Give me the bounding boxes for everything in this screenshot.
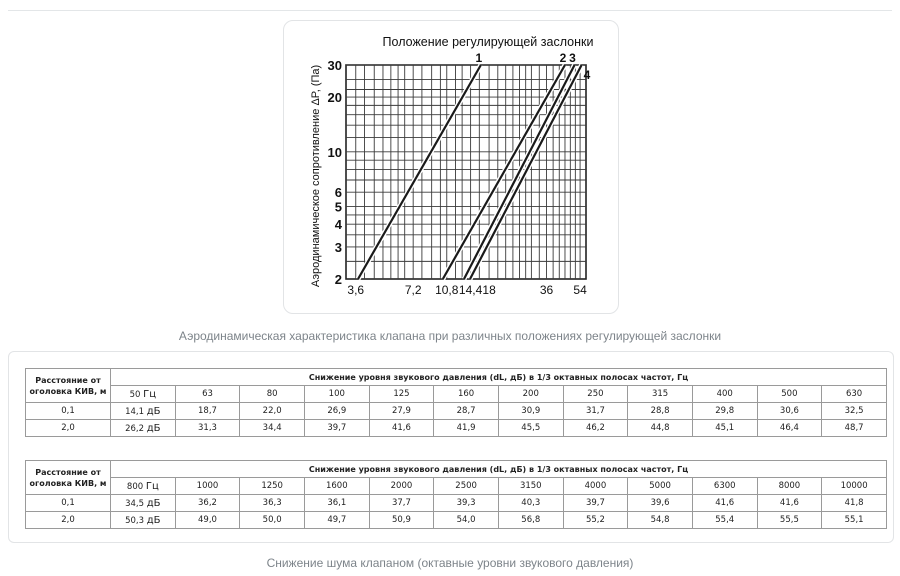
chart-card xyxy=(283,20,619,314)
y-tick-label: 2 xyxy=(334,272,342,287)
tables-caption: Снижение шума клапаном (октавные уровни звукового давления) xyxy=(266,556,634,570)
value-cell: 41,6 xyxy=(369,420,434,437)
chart-caption: Аэродинамическая характеристика клапана при различных положениях регулирующей заслонки xyxy=(178,329,722,343)
value-cell: 50,9 xyxy=(369,512,434,529)
frequency-cell: 10000 xyxy=(822,478,887,495)
value-cell: 45,1 xyxy=(692,420,757,437)
frequency-cell: 315 xyxy=(628,386,693,403)
value-cell: 28,7 xyxy=(434,403,499,420)
value-cell: 49,0 xyxy=(175,512,240,529)
distance-cell: 2,0 xyxy=(26,512,111,529)
value-cell: 54,0 xyxy=(434,512,499,529)
value-cell: 54,8 xyxy=(628,512,693,529)
value-cell: 18,7 xyxy=(175,403,240,420)
value-cell: 28,8 xyxy=(628,403,693,420)
value-cell: 41,9 xyxy=(434,420,499,437)
x-tick-label: 7,2 xyxy=(404,283,422,297)
value-cell: 36,3 xyxy=(240,495,305,512)
frequency-unit: Гц xyxy=(143,388,157,400)
series-label-1: 1 xyxy=(475,51,483,65)
value-cell: 55,2 xyxy=(563,512,628,529)
frequency-cell: 1000 xyxy=(175,478,240,495)
top-divider xyxy=(8,10,892,11)
value-cell: 34,5 дБ xyxy=(111,495,176,512)
frequency-group-header: Снижение уровня звукового давления (dL, дБ) в 1/3 октавных полосах частот, Гц xyxy=(111,369,887,386)
table-row xyxy=(26,495,887,512)
series-label-2: 2 xyxy=(559,51,567,65)
value-cell: 32,5 xyxy=(822,403,887,420)
chart-title: Положение регулирующей заслонки xyxy=(382,35,594,49)
table-header-row xyxy=(26,369,887,386)
damper-chart xyxy=(284,21,618,313)
value-cell: 48,7 xyxy=(822,420,887,437)
distance-column-header: Расстояние от оголовка КИВ, м xyxy=(26,461,111,495)
value-cell: 30,9 xyxy=(498,403,563,420)
frequency-cell: 3150 xyxy=(498,478,563,495)
frequency-cell: 630 xyxy=(822,386,887,403)
y-tick-label: 20 xyxy=(327,90,342,106)
value-cell: 41,6 xyxy=(692,495,757,512)
series-label-3: 3 xyxy=(569,51,576,65)
frequency-cell: 2000 xyxy=(369,478,434,495)
x-tick-label: 36 xyxy=(539,283,554,297)
value-cell: 29,8 xyxy=(692,403,757,420)
noise-tables-card xyxy=(8,351,894,543)
value-cell: 31,3 xyxy=(175,420,240,437)
value-cell: 44,8 xyxy=(628,420,693,437)
frequency-cell: 1250 xyxy=(240,478,305,495)
value-unit: дБ xyxy=(146,497,161,509)
value-cell: 40,3 xyxy=(498,495,563,512)
frequency-cell: 800 Гц xyxy=(111,478,176,495)
frequency-cell: 4000 xyxy=(563,478,628,495)
distance-column-header: Расстояние от оголовка КИВ, м xyxy=(26,369,111,403)
y-tick-label: 3 xyxy=(334,239,342,255)
frequency-group-header: Снижение уровня звукового давления (dL, дБ) в 1/3 октавных полосах частот, Гц xyxy=(111,461,887,478)
value-cell: 46,4 xyxy=(757,420,822,437)
x-tick-label: 3,6 xyxy=(347,283,365,297)
value-cell: 39,3 xyxy=(434,495,499,512)
value-unit: дБ xyxy=(146,514,161,526)
value-cell: 34,4 xyxy=(240,420,305,437)
value-unit: дБ xyxy=(146,422,161,434)
frequency-cell: 160 xyxy=(434,386,499,403)
noise-table-low xyxy=(25,368,887,437)
x-tick-label: 14,4 xyxy=(458,283,483,297)
table-header-row xyxy=(26,461,887,478)
frequency-cell: 250 xyxy=(563,386,628,403)
x-tick-label: 18 xyxy=(482,283,496,297)
y-tick-label: 30 xyxy=(327,58,342,73)
frequency-row xyxy=(26,478,887,495)
value-cell: 46,2 xyxy=(563,420,628,437)
y-axis-label: Аэродинамическое сопротивление ΔP, (Па) xyxy=(310,64,322,288)
frequency-cell: 50 Гц xyxy=(111,386,176,403)
frequency-cell: 200 xyxy=(498,386,563,403)
frequency-cell: 80 xyxy=(240,386,305,403)
frequency-unit: Гц xyxy=(145,480,159,492)
value-cell: 45,5 xyxy=(498,420,563,437)
value-cell: 55,1 xyxy=(822,512,887,529)
value-cell: 22,0 xyxy=(240,403,305,420)
value-cell: 39,6 xyxy=(628,495,693,512)
y-tick-label: 6 xyxy=(334,185,342,201)
x-tick-label: 54 xyxy=(573,283,587,297)
table-row xyxy=(26,403,887,420)
value-cell: 30,6 xyxy=(757,403,822,420)
value-cell: 56,8 xyxy=(498,512,563,529)
value-cell: 37,7 xyxy=(369,495,434,512)
frequency-cell: 100 xyxy=(304,386,369,403)
value-cell: 49,7 xyxy=(304,512,369,529)
value-unit: дБ xyxy=(146,405,161,417)
frequency-cell: 500 xyxy=(757,386,822,403)
frequency-cell: 2500 xyxy=(434,478,499,495)
frequency-cell: 63 xyxy=(175,386,240,403)
value-cell: 39,7 xyxy=(304,420,369,437)
value-cell: 26,9 xyxy=(304,403,369,420)
x-tick-label: 10,8 xyxy=(435,283,459,297)
table-row xyxy=(26,512,887,529)
value-cell: 41,8 xyxy=(822,495,887,512)
value-cell: 36,2 xyxy=(175,495,240,512)
value-cell: 36,1 xyxy=(304,495,369,512)
frequency-cell: 400 xyxy=(692,386,757,403)
distance-cell: 2,0 xyxy=(26,420,111,437)
value-cell: 55,5 xyxy=(757,512,822,529)
frequency-cell: 5000 xyxy=(628,478,693,495)
noise-table-high xyxy=(25,460,887,529)
frequency-cell: 125 xyxy=(369,386,434,403)
frequency-cell: 6300 xyxy=(692,478,757,495)
value-cell: 14,1 дБ xyxy=(111,403,176,420)
value-cell: 27,9 xyxy=(369,403,434,420)
y-tick-label: 4 xyxy=(334,217,342,233)
frequency-cell: 1600 xyxy=(304,478,369,495)
value-cell: 26,2 дБ xyxy=(111,420,176,437)
distance-cell: 0,1 xyxy=(26,495,111,512)
frequency-cell: 8000 xyxy=(757,478,822,495)
y-tick-label: 10 xyxy=(327,144,342,160)
value-cell: 31,7 xyxy=(563,403,628,420)
distance-cell: 0,1 xyxy=(26,403,111,420)
value-cell: 41,6 xyxy=(757,495,822,512)
table-row xyxy=(26,420,887,437)
series-label-4: 4 xyxy=(583,68,591,82)
value-cell: 50,0 xyxy=(240,512,305,529)
y-tick-label: 5 xyxy=(334,199,342,215)
value-cell: 50,3 дБ xyxy=(111,512,176,529)
value-cell: 55,4 xyxy=(692,512,757,529)
value-cell: 39,7 xyxy=(563,495,628,512)
frequency-row xyxy=(26,386,887,403)
